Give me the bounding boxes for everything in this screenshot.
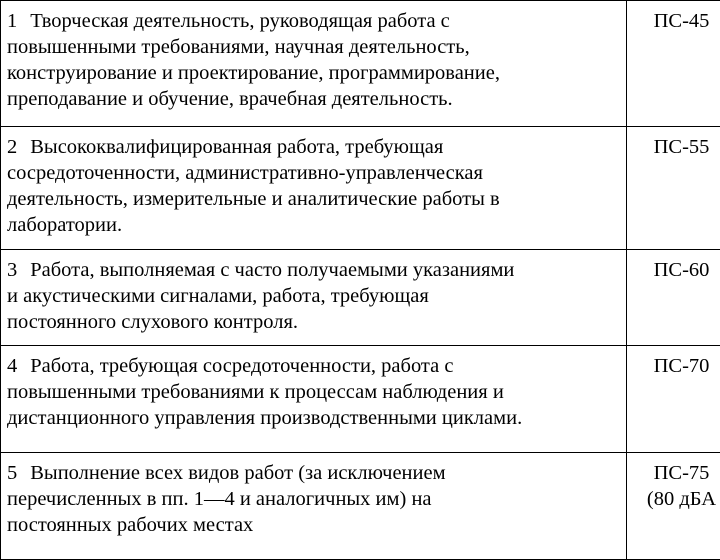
noise-limit-code: ПС-45 xyxy=(629,8,720,34)
description-line: и акустическими сигналами, работа, требующая xyxy=(7,283,620,309)
noise-limit-note: (80 дБА xyxy=(629,486,720,512)
description-line: 1 Творческая деятельность, руководящая работа с xyxy=(7,8,620,34)
table-row xyxy=(1,250,720,346)
row-description-cell xyxy=(1,127,627,250)
row-number: 3 xyxy=(7,259,17,281)
table-row xyxy=(1,1,720,127)
description-line: дистанционного управления производственными циклами. xyxy=(7,405,620,431)
noise-limit-code: ПС-60 xyxy=(629,257,720,283)
noise-limit-cell xyxy=(627,346,720,453)
noise-limit-cell xyxy=(627,250,720,346)
row-number: 4 xyxy=(7,355,17,377)
noise-limit-code: ПС-55 xyxy=(629,134,720,160)
row-number: 5 xyxy=(7,462,17,484)
noise-limit-cell xyxy=(627,1,720,127)
description-line: 4 Работа, требующая сосредоточенности, работа с xyxy=(7,353,620,379)
description-line: 5 Выполнение всех видов работ (за исключением xyxy=(7,460,620,486)
noise-limit-code: ПС-70 xyxy=(629,353,720,379)
noise-limit-cell xyxy=(627,127,720,250)
row-number: 2 xyxy=(7,136,17,158)
description-line: повышенными требованиями, научная деятельность, xyxy=(7,34,620,60)
description-line: 2 Высококвалифицированная работа, требующая xyxy=(7,134,620,160)
description-line: сосредоточенности, административно-управленческая xyxy=(7,160,620,186)
description-line: конструирование и проектирование, программирование, xyxy=(7,60,620,86)
description-line: повышенными требованиями к процессам наблюдения и xyxy=(7,379,620,405)
noise-limit-code: ПС-75 xyxy=(629,460,720,486)
description-line: преподавание и обучение, врачебная деятельность. xyxy=(7,86,620,112)
description-line: лаборатории. xyxy=(7,212,620,238)
description-line: перечисленных в пп. 1—4 и аналогичных им) на xyxy=(7,486,620,512)
row-number: 1 xyxy=(7,10,17,32)
table-row xyxy=(1,127,720,250)
row-description-cell xyxy=(1,453,627,560)
table-row xyxy=(1,453,720,560)
description-line: 3 Работа, выполняемая с часто получаемыми указаниями xyxy=(7,257,620,283)
table-row xyxy=(1,346,720,453)
row-description-cell xyxy=(1,346,627,453)
row-description-cell xyxy=(1,1,627,127)
noise-limit-cell xyxy=(627,453,720,560)
description-line: постоянных рабочих местах xyxy=(7,512,620,538)
row-description-cell xyxy=(1,250,627,346)
description-line: деятельность, измерительные и аналитические работы в xyxy=(7,186,620,212)
description-line: постоянного слухового контроля. xyxy=(7,309,620,335)
